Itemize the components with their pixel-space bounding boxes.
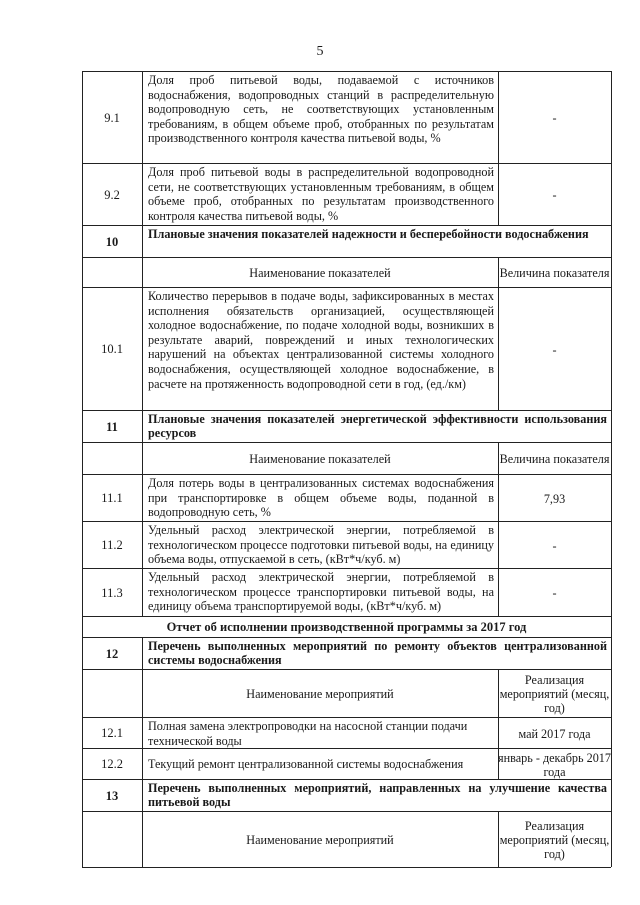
- report-title: Отчет об исполнении производственной программы за 2017 год: [166, 620, 527, 634]
- header-row-13: [82, 811, 611, 868]
- row-text: Доля потерь воды в централизованных системах водоснабжения при транспортировке в общем объеме воды, поданной в водопроводную сеть, %: [148, 476, 494, 520]
- section-row-12: [82, 637, 611, 670]
- table-row-11-2: [82, 521, 611, 569]
- column-header-value: Величина показателя: [499, 452, 610, 466]
- table-row-11-1: [82, 474, 611, 522]
- table-row-11-3: [82, 568, 611, 617]
- table-row-12-1: [82, 717, 611, 749]
- section-row-11: [82, 410, 611, 443]
- table-border-bottom: [82, 867, 611, 868]
- table-row-9-2: [82, 163, 611, 226]
- section-number: 10: [105, 234, 119, 249]
- row-number: 11.3: [101, 585, 123, 600]
- row-value: -: [552, 111, 557, 125]
- column-header-name: Наименование показателей: [249, 451, 391, 466]
- indicators-table: [82, 71, 611, 867]
- row-number: 9.1: [104, 110, 120, 125]
- section-number: 13: [105, 788, 119, 803]
- row-text: Полная замена электропроводки на насосной станции подачи технической воды: [148, 719, 468, 748]
- page-number: 5: [316, 44, 324, 59]
- row-text: Доля проб питьевой воды в распределительной водопроводной сети, не соответствующих установленным требованиям, в общем объеме проб, отобранных по результатам производственного контроля качества питьевой воды, %: [148, 165, 494, 223]
- row-number: 12.2: [101, 757, 123, 771]
- table-border-left: [82, 71, 83, 867]
- column-header-name: Наименование мероприятий: [246, 832, 394, 847]
- table-border-right: [611, 71, 612, 867]
- table-row-10-1: [82, 287, 611, 411]
- report-title-row: [82, 616, 611, 638]
- header-row-12: [82, 669, 611, 718]
- table-row-9-1: [82, 71, 611, 164]
- header-row-11: [82, 442, 611, 475]
- row-number: 11.2: [101, 538, 123, 552]
- row-value: -: [552, 342, 557, 357]
- row-text: Доля проб питьевой воды, подаваемой с источников водоснабжения, водопроводных станций в распределительную водопроводную сеть, не соответствующих установленным требованиям, в общем объеме проб, отобранных по результатам производственного контроля качества питьевой воды, %: [148, 73, 494, 146]
- section-row-10: [82, 225, 611, 258]
- row-number: 10.1: [101, 342, 123, 356]
- section-title: Плановые значения показателей надежности и бесперебойности водоснабжения: [148, 227, 589, 241]
- row-value: 7,93: [543, 491, 566, 506]
- section-row-13: [82, 779, 611, 812]
- row-number: 11.1: [101, 491, 123, 505]
- row-text: Удельный расход электрической энергии, потребляемой в технологическом процессе подготовки питьевой воды, на единицу объема воды, отпускаемой в сеть, (кВт*ч/куб. м): [148, 523, 494, 567]
- row-value: -: [552, 586, 557, 600]
- column-header-name: Наименование мероприятий: [246, 686, 394, 701]
- row-number: 12.1: [101, 726, 123, 740]
- table-row-12-2: [82, 748, 611, 780]
- row-value: январь - декабрь 2017 года: [498, 750, 611, 779]
- section-number: 11: [106, 419, 118, 434]
- row-value: -: [552, 538, 557, 553]
- section-title: Перечень выполненных мероприятий по ремонту объектов централизованной системы водоснабжения: [148, 639, 607, 667]
- section-title: Плановые значения показателей энергетической эффективности использования ресурсов: [148, 412, 607, 440]
- row-value: -: [552, 188, 557, 202]
- section-number: 12: [105, 646, 119, 661]
- row-value: май 2017 года: [518, 726, 591, 741]
- column-header-name: Наименование показателей: [249, 265, 391, 280]
- header-row-10: [82, 257, 611, 288]
- row-text: Удельный расход электрической энергии, потребляемой в технологическом процессе транспортировки питьевой воды, на единицу объема транспортируемой воды, (кВт*ч/куб. м): [148, 570, 494, 614]
- column-header-value: Реализация мероприятий (месяц, год): [499, 673, 610, 715]
- row-text: Текущий ремонт централизованной системы водоснабжения: [148, 757, 464, 772]
- row-text: Количество перерывов в подаче воды, зафиксированных в местах исполнения обязательств организацией, осуществляющей холодное водоснабжение, по подаче холодной воды, возникших в результате аварий, повреждений и иных технологических нарушений на объектах централизованной системы холодного водоснабжения, осуществляющей холодное водоснабжение, в расчете на протяженность водопроводной сети в год, (ед./км): [148, 289, 494, 391]
- column-header-value: Реализация мероприятий (месяц, год): [499, 819, 610, 861]
- section-title: Перечень выполненных мероприятий, направленных на улучшение качества питьевой воды: [148, 781, 607, 809]
- row-number: 9.2: [104, 187, 120, 202]
- column-header-value: Величина показателя: [499, 266, 610, 280]
